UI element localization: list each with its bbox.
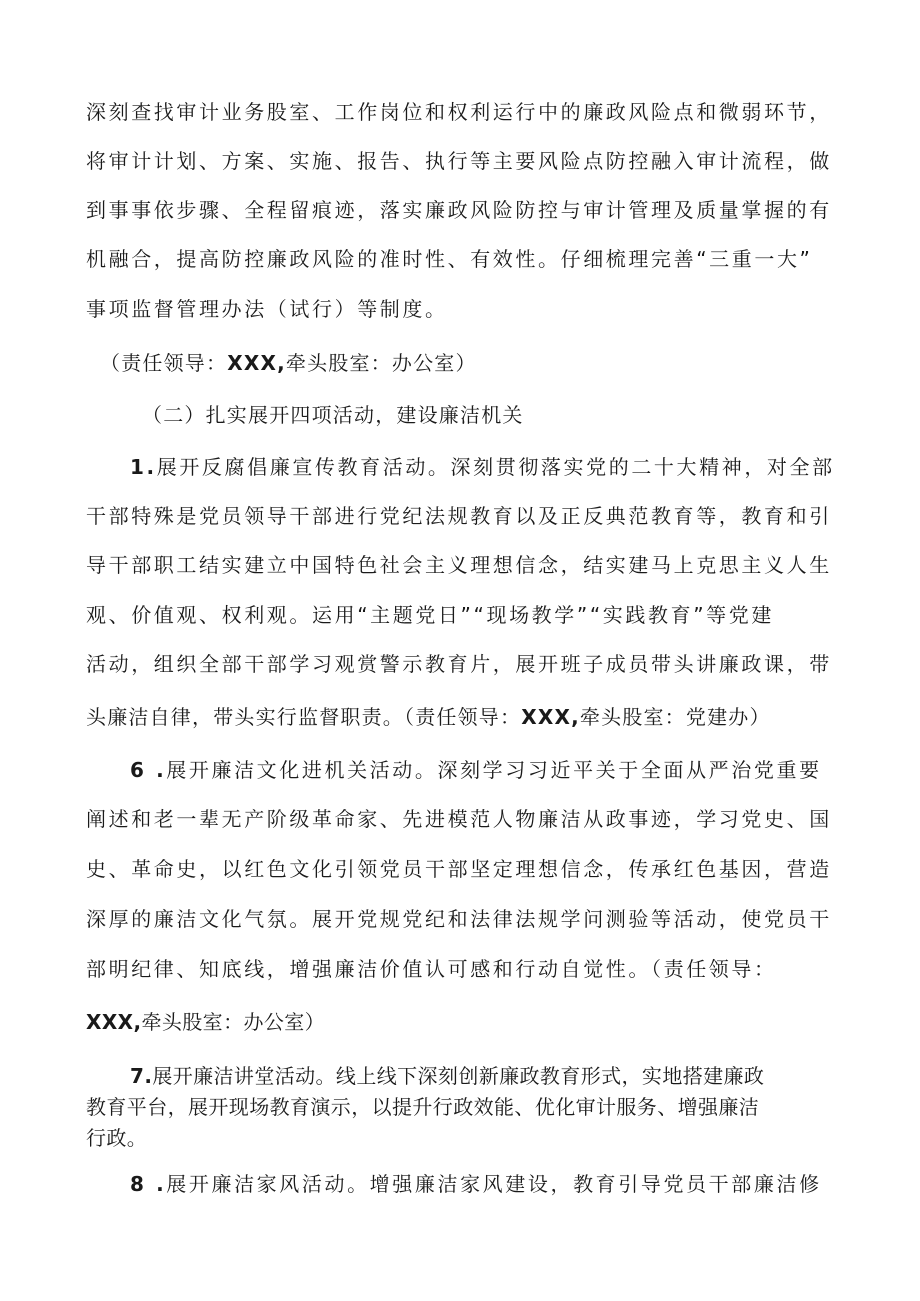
para-a-line-1: 深刻查找审计业务股室、工作岗位和权利运行中的廉政风险点和微弱环节，	[86, 100, 832, 124]
item1-rest: 牵头股室：党建办）	[579, 705, 771, 729]
item1-line-1	[130, 454, 835, 480]
item1-line-3: 导干部职工结实建立中国特色社会主义理想信念，结实建马上克思主义人生	[86, 553, 832, 577]
para-a-line-2: 将审计计划、方案、实施、报告、执行等主要风险点防控融入审计流程，做	[86, 149, 832, 173]
item6-line-2: 阐述和老一辈无产阶级革命家、先进模范人物廉洁从政事迹，学习党史、国	[86, 807, 832, 831]
item1-line-2: 干部特殊是党员领导干部进行党纪法规教育以及正反典范教育等，教育和引	[86, 504, 832, 528]
item7-line-3: 行政。	[86, 1126, 148, 1150]
item6-line-4: 深厚的廉洁文化气氛。展开党规党纪和法律法规学问测验等活动，使党员干	[86, 907, 832, 931]
item6-line-6	[86, 1009, 325, 1035]
item6-line-1	[130, 757, 822, 783]
item6-line-1-text: 展开廉洁文化进机关活动。深刻学习习近平关于全面从严治党重要	[166, 758, 822, 782]
item1-number: 1.	[130, 455, 157, 479]
item6-line-3: 史、革命史，以红色文化引领党员干部坚定理想信念，传承红色基因，营造	[86, 857, 832, 881]
item6-line-5: 部明纪律、知底线，增强廉洁价值认可感和行动自觉性。（责任领导：	[86, 957, 777, 981]
item6-leader: XXX,	[86, 1010, 142, 1034]
responsibility-leader: XXX,	[227, 351, 286, 375]
responsibility-prefix: （责任领导：	[100, 351, 228, 375]
item1-last-line-text: 头廉洁自律，带头实行监督职责。（责任领导：	[86, 705, 522, 729]
item1-leader: XXX,	[521, 705, 580, 729]
item6-number: 6 .	[130, 758, 167, 782]
item8-number: 8 .	[130, 1172, 167, 1196]
item6-rest: 牵头股室：办公室）	[141, 1010, 326, 1034]
item1-line-5: 活动，组织全部干部学习观赏警示教育片，展开班子成员带头讲廉政课，带	[86, 652, 832, 676]
section-heading: （二）扎实展开四项活动，建设廉洁机关	[142, 403, 524, 427]
item7-line-2: 教育平台，展开现场教育演示，以提升行政效能、优化审计服务、增强廉洁	[86, 1095, 760, 1119]
item1-line-4: 观、价值观、权利观。运用“主题党日”“现场教学”“实践教育”等党建	[86, 603, 774, 627]
para-a-line-4: 机融合，提高防控廉政风险的准时性、有效性。仔细梳理完善“三重一大”	[86, 247, 813, 271]
para-a-responsibility	[100, 350, 477, 376]
item1-line-6	[86, 704, 771, 730]
item7-line-1-text: 展开廉洁讲堂活动。线上线下深刻创新廉政教育形式，实地搭建廉政	[152, 1064, 765, 1088]
item8-line-1	[130, 1171, 822, 1197]
para-a-line-3: 到事事依步骤、全程留痕迹，落实廉政风险防控与审计管理及质量掌握的有	[86, 198, 832, 222]
item7-number: 7.	[130, 1064, 153, 1088]
responsibility-rest: 牵头股室：办公室）	[285, 351, 477, 375]
para-a-line-5: 事项监督管理办法（试行）等制度。	[86, 297, 448, 321]
item7-line-1	[130, 1063, 764, 1089]
item8-line-1-text: 展开廉洁家风活动。增强廉洁家风建设，教育引导党员干部廉洁修	[166, 1172, 822, 1196]
item1-line-1-text: 展开反腐倡廉宣传教育活动。深刻贯彻落实党的二十大精神，对全部	[156, 455, 835, 479]
